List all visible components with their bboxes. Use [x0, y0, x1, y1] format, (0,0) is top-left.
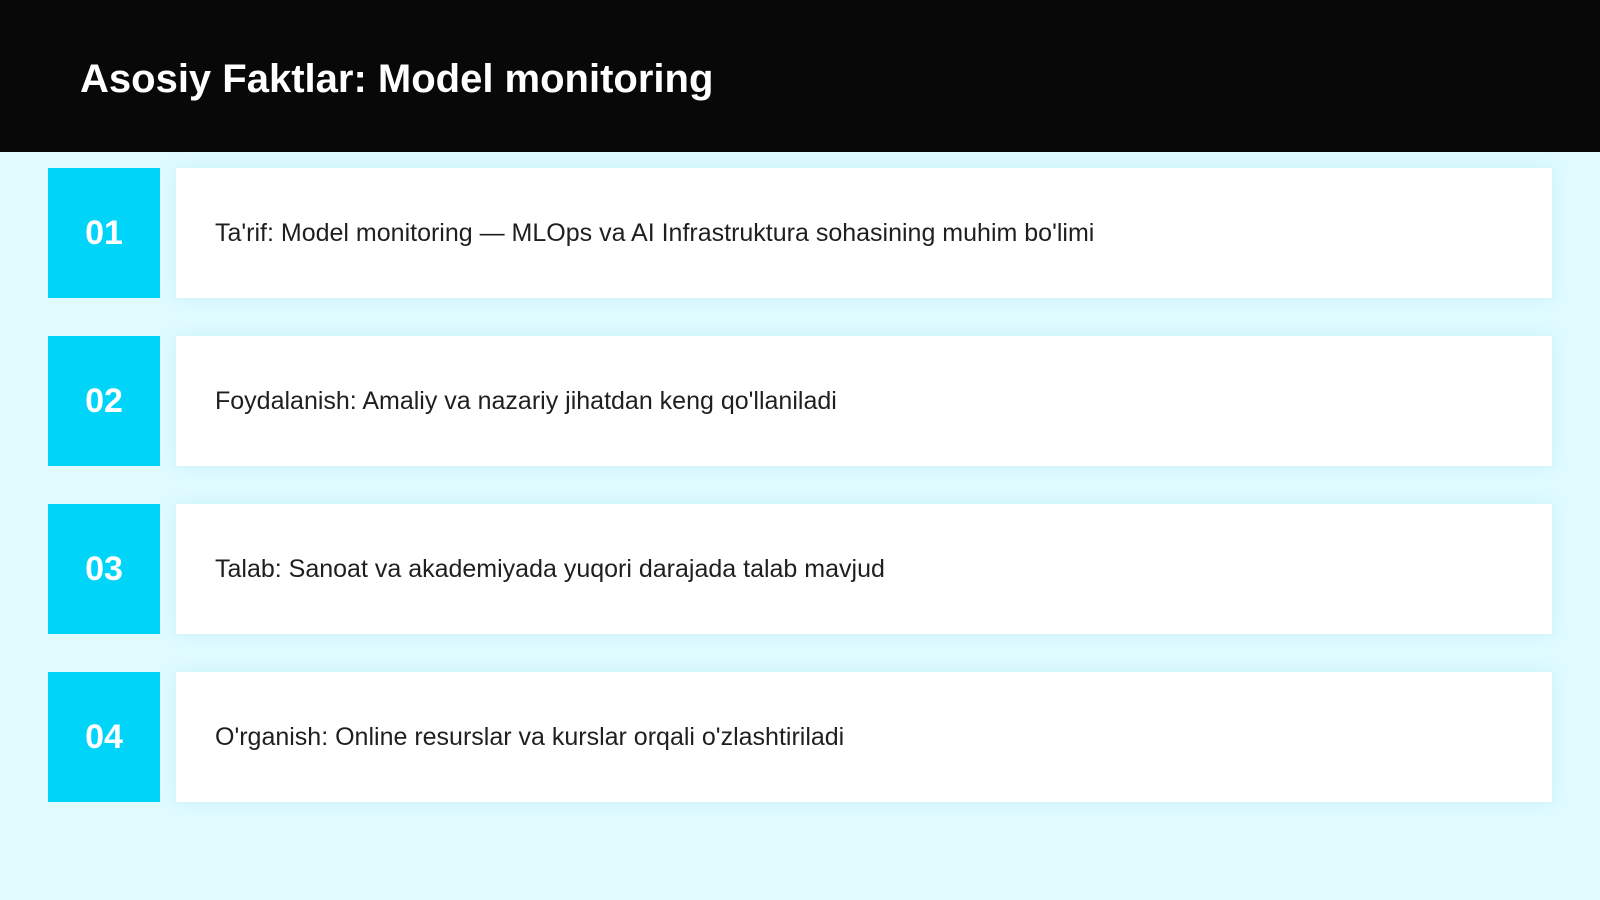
fact-number-box	[48, 504, 160, 634]
fact-number: 01	[85, 213, 123, 252]
fact-text: Ta'rif: Model monitoring — MLOps va AI Infrastruktura sohasining muhim bo'limi	[215, 218, 1095, 247]
fact-number-box	[48, 672, 160, 802]
fact-number: 04	[85, 717, 123, 756]
fact-item	[48, 168, 1552, 298]
fact-card	[176, 672, 1552, 802]
fact-number: 02	[85, 381, 123, 420]
fact-card	[176, 168, 1552, 298]
fact-item	[48, 336, 1552, 466]
fact-card	[176, 336, 1552, 466]
fact-number-box	[48, 336, 160, 466]
fact-item	[48, 672, 1552, 802]
fact-text: Foydalanish: Amaliy va nazariy jihatdan keng qo'llaniladi	[215, 386, 837, 415]
fact-text: O'rganish: Online resurslar va kurslar orqali o'zlashtiriladi	[215, 722, 845, 751]
fact-number: 03	[85, 549, 123, 588]
slide-title: Asosiy Faktlar: Model monitoring	[80, 57, 714, 101]
fact-item	[48, 504, 1552, 634]
fact-number-box	[48, 168, 160, 298]
fact-text: Talab: Sanoat va akademiyada yuqori darajada talab mavjud	[215, 554, 885, 583]
fact-card	[176, 504, 1552, 634]
